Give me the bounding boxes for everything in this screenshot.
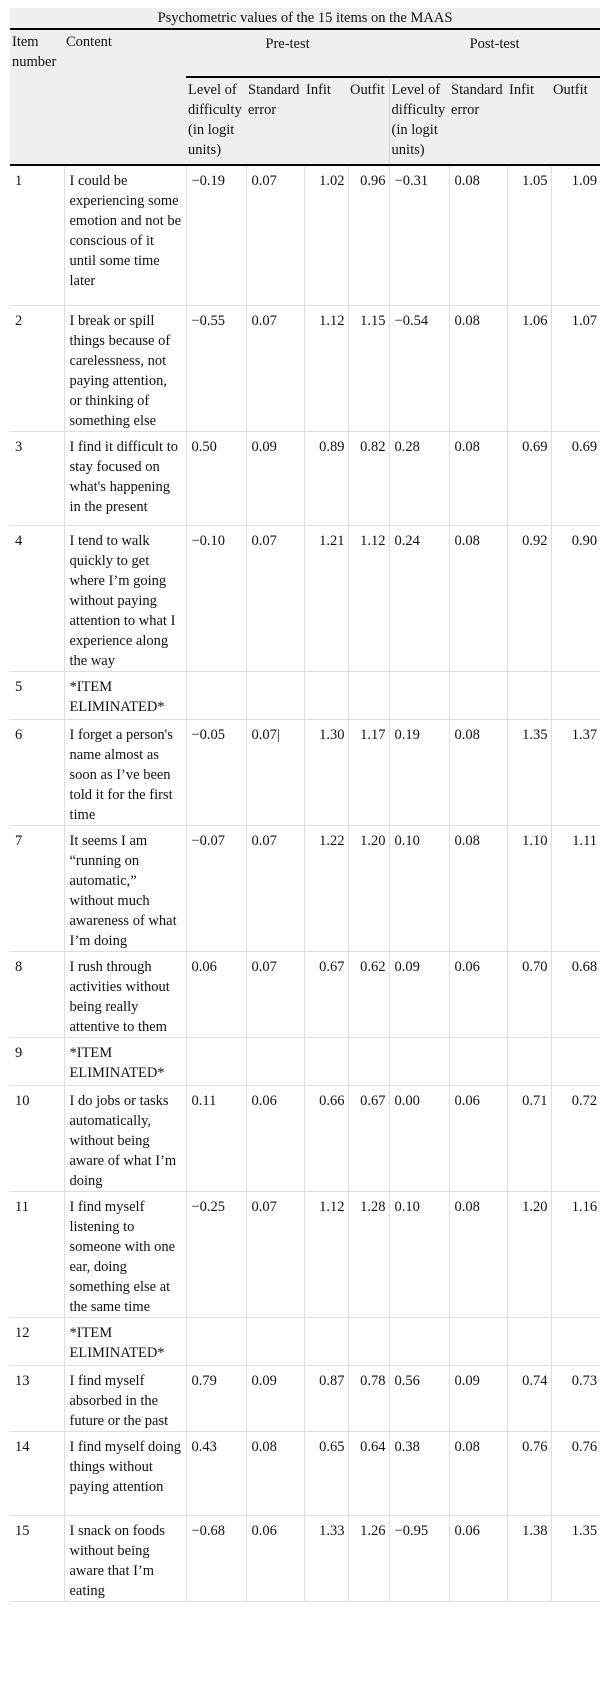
table-caption: Psychometric values of the 15 items on the MAAS — [10, 8, 600, 30]
pre-std-error-cell: 0.07 — [246, 951, 304, 1037]
pre-std-error-cell: 0.09 — [246, 1365, 304, 1431]
post-infit-cell: 0.71 — [507, 1085, 551, 1191]
pre-difficulty-cell: −0.07 — [186, 825, 246, 951]
pre-difficulty-cell: −0.10 — [186, 525, 246, 671]
table-row — [10, 1037, 600, 1085]
header-pre-infit: Infit — [304, 77, 348, 165]
header-post-test-label: Post-test — [469, 36, 520, 52]
post-infit-cell: 1.10 — [507, 825, 551, 951]
post-outfit-cell — [551, 671, 600, 719]
pre-difficulty-cell — [186, 1037, 246, 1085]
pre-difficulty-cell — [186, 671, 246, 719]
table-row — [10, 671, 600, 719]
item-number-cell: 2 — [10, 305, 64, 431]
post-outfit-cell — [551, 1317, 600, 1365]
pre-outfit-cell: 0.67 — [348, 1085, 389, 1191]
table-header — [10, 30, 600, 165]
post-outfit-cell: 0.76 — [551, 1431, 600, 1515]
pre-outfit-cell: 0.64 — [348, 1431, 389, 1515]
post-std-error-cell: 0.08 — [449, 1191, 507, 1317]
content-cell: I find myself doing things without paying attention — [64, 1431, 186, 1515]
pre-std-error-cell: 0.06 — [246, 1085, 304, 1191]
table-body — [10, 165, 600, 1601]
content-cell: I do jobs or tasks automatically, without being aware of what I’m doing — [64, 1085, 186, 1191]
table-row — [10, 165, 600, 305]
post-difficulty-cell: −0.54 — [389, 305, 449, 431]
header-pre-std-error: Standard error — [246, 77, 304, 165]
pre-infit-cell: 1.33 — [304, 1515, 348, 1601]
pre-std-error-cell: 0.07 — [246, 525, 304, 671]
post-difficulty-cell: 0.19 — [389, 719, 449, 825]
post-std-error-cell: 0.06 — [449, 951, 507, 1037]
pre-infit-cell: 1.30 — [304, 719, 348, 825]
post-outfit-cell: 0.90 — [551, 525, 600, 671]
post-std-error-cell: 0.06 — [449, 1515, 507, 1601]
post-std-error-cell — [449, 1037, 507, 1085]
content-cell: I could be experiencing some emotion and not be conscious of it until some time later — [64, 165, 186, 305]
pre-outfit-cell: 1.20 — [348, 825, 389, 951]
post-difficulty-cell: 0.28 — [389, 431, 449, 525]
maas-table-container — [10, 8, 600, 1602]
pre-std-error-cell: 0.06 — [246, 1515, 304, 1601]
post-infit-cell: 1.38 — [507, 1515, 551, 1601]
header-item-number: Item number — [10, 30, 64, 165]
post-outfit-cell: 1.11 — [551, 825, 600, 951]
post-infit-cell — [507, 1037, 551, 1085]
table-row — [10, 525, 600, 671]
table-row — [10, 1085, 600, 1191]
post-infit-cell — [507, 671, 551, 719]
item-number-cell: 14 — [10, 1431, 64, 1515]
post-difficulty-cell: 0.10 — [389, 1191, 449, 1317]
post-difficulty-cell: −0.31 — [389, 165, 449, 305]
pre-std-error-cell: 0.09 — [246, 431, 304, 525]
post-infit-cell: 1.35 — [507, 719, 551, 825]
pre-outfit-cell: 1.28 — [348, 1191, 389, 1317]
pre-infit-cell: 0.65 — [304, 1431, 348, 1515]
table-row — [10, 719, 600, 825]
pre-outfit-cell: 0.62 — [348, 951, 389, 1037]
post-difficulty-cell: 0.24 — [389, 525, 449, 671]
item-number-cell: 13 — [10, 1365, 64, 1431]
pre-infit-cell: 0.89 — [304, 431, 348, 525]
content-cell: I forget a person's name almost as soon as I’ve been told it for the first time — [64, 719, 186, 825]
pre-difficulty-cell: 0.50 — [186, 431, 246, 525]
post-std-error-cell: 0.08 — [449, 165, 507, 305]
item-number-cell: 11 — [10, 1191, 64, 1317]
pre-difficulty-cell: −0.25 — [186, 1191, 246, 1317]
post-outfit-cell: 1.37 — [551, 719, 600, 825]
item-number-cell: 4 — [10, 525, 64, 671]
pre-infit-cell: 1.12 — [304, 1191, 348, 1317]
pre-difficulty-cell — [186, 1317, 246, 1365]
pre-infit-cell — [304, 1037, 348, 1085]
pre-std-error-cell: 0.07 — [246, 165, 304, 305]
item-number-cell: 8 — [10, 951, 64, 1037]
pre-infit-cell — [304, 671, 348, 719]
item-number-cell: 7 — [10, 825, 64, 951]
table-row — [10, 1191, 600, 1317]
post-difficulty-cell: 0.38 — [389, 1431, 449, 1515]
post-outfit-cell: 1.16 — [551, 1191, 600, 1317]
pre-infit-cell: 0.67 — [304, 951, 348, 1037]
pre-infit-cell: 0.66 — [304, 1085, 348, 1191]
content-cell: It seems I am “running on automatic,” without much awareness of what I’m doing — [64, 825, 186, 951]
header-post-outfit: Outfit — [551, 77, 600, 165]
item-number-cell: 6 — [10, 719, 64, 825]
pre-std-error-cell: 0.07 — [246, 825, 304, 951]
pre-std-error-cell — [246, 1037, 304, 1085]
item-number-cell: 15 — [10, 1515, 64, 1601]
pre-difficulty-cell: −0.55 — [186, 305, 246, 431]
item-number-cell: 9 — [10, 1037, 64, 1085]
post-std-error-cell — [449, 671, 507, 719]
post-std-error-cell: 0.08 — [449, 431, 507, 525]
item-number-cell: 1 — [10, 165, 64, 305]
header-pre-difficulty: Level of difficulty (in logit units) — [186, 77, 246, 165]
post-difficulty-cell — [389, 1317, 449, 1365]
content-cell: I snack on foods without being aware that I’m eating — [64, 1515, 186, 1601]
pre-difficulty-cell: −0.68 — [186, 1515, 246, 1601]
pre-outfit-cell: 0.96 — [348, 165, 389, 305]
pre-outfit-cell — [348, 1317, 389, 1365]
content-cell: I tend to walk quickly to get where I’m going without paying attention to what I experience along the way — [64, 525, 186, 671]
pre-std-error-cell: 0.07 — [246, 1191, 304, 1317]
content-cell: I find myself absorbed in the future or the past — [64, 1365, 186, 1431]
post-infit-cell: 0.70 — [507, 951, 551, 1037]
post-outfit-cell: 0.69 — [551, 431, 600, 525]
post-infit-cell — [507, 1317, 551, 1365]
content-cell: I rush through activities without being really attentive to them — [64, 951, 186, 1037]
header-content: Content — [64, 30, 186, 165]
pre-difficulty-cell: 0.79 — [186, 1365, 246, 1431]
post-outfit-cell: 1.35 — [551, 1515, 600, 1601]
post-difficulty-cell: −0.95 — [389, 1515, 449, 1601]
post-difficulty-cell — [389, 671, 449, 719]
psychometric-table — [10, 30, 600, 1602]
table-row — [10, 951, 600, 1037]
post-difficulty-cell: 0.56 — [389, 1365, 449, 1431]
pre-outfit-cell: 1.17 — [348, 719, 389, 825]
table-row — [10, 825, 600, 951]
post-std-error-cell: 0.06 — [449, 1085, 507, 1191]
item-number-cell: 12 — [10, 1317, 64, 1365]
table-row — [10, 305, 600, 431]
post-std-error-cell: 0.08 — [449, 825, 507, 951]
header-pre-outfit: Outfit — [348, 77, 389, 165]
pre-outfit-cell: 0.82 — [348, 431, 389, 525]
post-outfit-cell: 0.68 — [551, 951, 600, 1037]
pre-outfit-cell: 1.26 — [348, 1515, 389, 1601]
pre-outfit-cell: 1.12 — [348, 525, 389, 671]
post-std-error-cell: 0.09 — [449, 1365, 507, 1431]
pre-infit-cell: 1.22 — [304, 825, 348, 951]
header-post-std-error: Standard error — [449, 77, 507, 165]
header-pre-test — [186, 30, 389, 77]
pre-infit-cell: 1.12 — [304, 305, 348, 431]
table-row — [10, 1365, 600, 1431]
post-difficulty-cell — [389, 1037, 449, 1085]
pre-difficulty-cell: 0.06 — [186, 951, 246, 1037]
header-post-infit: Infit — [507, 77, 551, 165]
pre-std-error-cell — [246, 1317, 304, 1365]
content-cell: I break or spill things because of carelessness, not paying attention, or thinking of something else — [64, 305, 186, 431]
table-row — [10, 1515, 600, 1601]
item-number-cell: 10 — [10, 1085, 64, 1191]
table-row — [10, 1431, 600, 1515]
pre-std-error-cell: 0.08 — [246, 1431, 304, 1515]
post-std-error-cell: 0.08 — [449, 1431, 507, 1515]
content-cell: *ITEM ELIMINATED* — [64, 671, 186, 719]
pre-infit-cell: 1.02 — [304, 165, 348, 305]
post-difficulty-cell: 0.00 — [389, 1085, 449, 1191]
post-outfit-cell: 0.72 — [551, 1085, 600, 1191]
content-cell: *ITEM ELIMINATED* — [64, 1317, 186, 1365]
post-difficulty-cell: 0.10 — [389, 825, 449, 951]
pre-outfit-cell — [348, 1037, 389, 1085]
header-post-test — [389, 30, 600, 77]
pre-infit-cell: 1.21 — [304, 525, 348, 671]
post-outfit-cell — [551, 1037, 600, 1085]
post-infit-cell: 1.05 — [507, 165, 551, 305]
post-infit-cell: 1.06 — [507, 305, 551, 431]
pre-infit-cell: 0.87 — [304, 1365, 348, 1431]
pre-std-error-cell: 0.07| — [246, 719, 304, 825]
item-number-cell: 3 — [10, 431, 64, 525]
post-difficulty-cell: 0.09 — [389, 951, 449, 1037]
pre-outfit-cell: 1.15 — [348, 305, 389, 431]
header-pre-test-label: Pre-test — [265, 36, 310, 52]
post-outfit-cell: 1.09 — [551, 165, 600, 305]
post-infit-cell: 0.74 — [507, 1365, 551, 1431]
pre-infit-cell — [304, 1317, 348, 1365]
post-std-error-cell — [449, 1317, 507, 1365]
post-std-error-cell: 0.08 — [449, 525, 507, 671]
pre-std-error-cell: 0.07 — [246, 305, 304, 431]
post-infit-cell: 1.20 — [507, 1191, 551, 1317]
content-cell: I find myself listening to someone with one ear, doing something else at the same time — [64, 1191, 186, 1317]
post-std-error-cell: 0.08 — [449, 719, 507, 825]
pre-std-error-cell — [246, 671, 304, 719]
pre-difficulty-cell: −0.19 — [186, 165, 246, 305]
post-infit-cell: 0.69 — [507, 431, 551, 525]
content-cell: I find it difficult to stay focused on what's happening in the present — [64, 431, 186, 525]
post-outfit-cell: 1.07 — [551, 305, 600, 431]
pre-outfit-cell: 0.78 — [348, 1365, 389, 1431]
post-infit-cell: 0.92 — [507, 525, 551, 671]
post-infit-cell: 0.76 — [507, 1431, 551, 1515]
pre-difficulty-cell: 0.11 — [186, 1085, 246, 1191]
item-number-cell: 5 — [10, 671, 64, 719]
post-std-error-cell: 0.08 — [449, 305, 507, 431]
post-outfit-cell: 0.73 — [551, 1365, 600, 1431]
table-row — [10, 431, 600, 525]
pre-difficulty-cell: 0.43 — [186, 1431, 246, 1515]
pre-difficulty-cell: −0.05 — [186, 719, 246, 825]
content-cell: *ITEM ELIMINATED* — [64, 1037, 186, 1085]
table-row — [10, 1317, 600, 1365]
pre-outfit-cell — [348, 671, 389, 719]
header-post-difficulty: Level of difficulty (in logit units) — [389, 77, 449, 165]
